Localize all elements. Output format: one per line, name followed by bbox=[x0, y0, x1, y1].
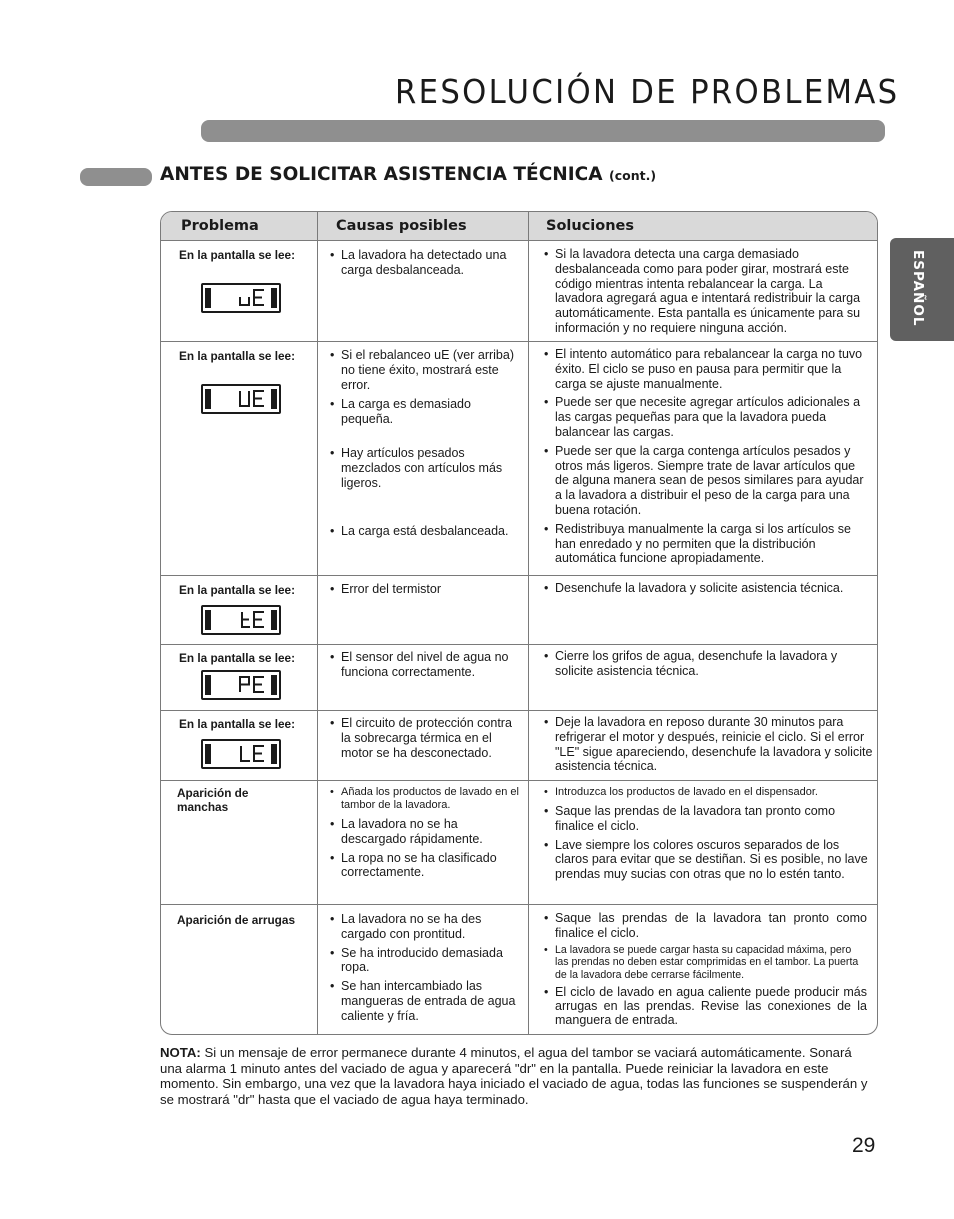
row-label: En la pantalla se lee: bbox=[179, 651, 296, 665]
cause-item: • Se han intercambiado las mangueras de entrada de agua caliente y fría. bbox=[329, 979, 521, 1023]
solution-item: • La lavadora se puede cargar hasta su capacidad máxima, pero las prendas no deben estar comprimidas en el tambor. La puerta de la lavadora debe cerrarse fácilmente. bbox=[543, 944, 867, 982]
column-divider bbox=[317, 212, 318, 1034]
row-label: En la pantalla se lee: bbox=[179, 349, 296, 363]
cause-item: • La lavadora ha detectado una carga desbalanceada. bbox=[329, 248, 521, 278]
solutions-list bbox=[543, 715, 873, 774]
row-divider bbox=[161, 710, 877, 711]
page-title: RESOLUCIÓN DE PROBLEMAS bbox=[395, 72, 900, 111]
solutions-list bbox=[543, 649, 871, 679]
solution-item: • Redistribuya manualmente la carga si los artículos se han enredado y no permiten que la distribución automática funcione apropiadamente. bbox=[543, 522, 871, 566]
note-text: Si un mensaje de error permanece durante 4 minutos, el agua del tambor se vaciará automáticamente. Sonará una alarma 1 minuto antes del vaciado de agua y aparecerá "dr" en la pantalla. Puede reiniciar la lavadora en este momento. Sin embargo, una vez que la lavadora haya iniciado el vaciado de agua, todas las funciones se suspenderán y se mostrará "dr" hasta que el vaciado de agua haya terminado. bbox=[160, 1045, 868, 1107]
cause-item: • Añada los productos de lavado en el tambor de la lavadora. bbox=[329, 786, 521, 812]
display-te-icon bbox=[201, 605, 281, 635]
cause-item: • El circuito de protección contra la sobrecarga térmica en el motor se ha desconectado. bbox=[329, 716, 519, 760]
solution-item: • Deje la lavadora en reposo durante 30 minutos para refrigerar el motor y después, reinicie el ciclo. Si el error "LE" sigue apareciendo, desenchufe la lavadora y solicite asistencia técnica. bbox=[543, 715, 873, 774]
row-label: En la pantalla se lee: bbox=[179, 248, 296, 262]
cause-item: • La lavadora no se ha des cargado con prontitud. bbox=[329, 912, 521, 942]
solution-item: • Saque las prendas de la lavadora tan pronto como finalice el ciclo. bbox=[543, 804, 871, 834]
row-label: Aparición de arrugas bbox=[177, 913, 296, 927]
cause-item: • Hay artículos pesados mezclados con artículos más ligeros. bbox=[329, 446, 521, 490]
display-code-digits bbox=[239, 675, 267, 695]
language-side-tab bbox=[890, 238, 954, 341]
header-problema: Problema bbox=[181, 218, 259, 234]
solutions-list bbox=[543, 786, 871, 882]
causes-list bbox=[329, 582, 521, 597]
cause-item: • La ropa no se ha clasificado correctamente. bbox=[329, 851, 521, 881]
solutions-list bbox=[543, 581, 871, 596]
table-header bbox=[161, 212, 877, 241]
display-code-digits bbox=[239, 389, 267, 409]
display-code-digits bbox=[239, 288, 267, 308]
solution-item: • El ciclo de lavado en agua caliente puede producir más arrugas en las prendas. Revise las conexiones de la manguera de entrada. bbox=[543, 985, 867, 1027]
solution-item: • Desenchufe la lavadora y solicite asistencia técnica. bbox=[543, 581, 871, 596]
solution-item: • Cierre los grifos de agua, desenchufe la lavadora y solicite asistencia técnica. bbox=[543, 649, 871, 679]
column-divider bbox=[528, 212, 529, 1034]
row-label: En la pantalla se lee: bbox=[179, 717, 296, 731]
section-marker bbox=[80, 168, 152, 186]
section-heading bbox=[160, 164, 656, 185]
section-heading-text: ANTES DE SOLICITAR ASISTENCIA TÉCNICA bbox=[160, 164, 603, 185]
causes-list bbox=[329, 650, 521, 680]
causes-list bbox=[329, 786, 521, 880]
note-paragraph bbox=[160, 1045, 872, 1107]
causes-list bbox=[329, 248, 521, 278]
solution-item: • Saque las prendas de la lavadora tan pronto como finalice el ciclo. bbox=[543, 911, 867, 941]
row-label: En la pantalla se lee: bbox=[179, 583, 296, 597]
solution-item: • Lave siempre los colores oscuros separados de los claros para evitar que se destiñan. Si es posible, no lave prendas muy sucias con otras que no lo estén tanto. bbox=[543, 838, 871, 882]
causes-list bbox=[329, 716, 519, 760]
row-divider bbox=[161, 644, 877, 645]
cause-item: • La carga está desbalanceada. bbox=[329, 524, 521, 539]
page-number: 29 bbox=[852, 1134, 876, 1157]
solution-item: • Introduzca los productos de lavado en el dispensador. bbox=[543, 786, 871, 799]
cause-item: • Si el rebalanceo uE (ver arriba) no tiene éxito, mostrará este error. bbox=[329, 348, 521, 392]
troubleshooting-table bbox=[160, 211, 878, 1035]
row-divider bbox=[161, 904, 877, 905]
solution-item: • Si la lavadora detecta una carga demasiado desbalanceada como para poder girar, mostrará este código mientras intenta rebalancear la carga. La lavadora agregará agua e intentará redistribuir la carga automáticamente. Esta pantalla es únicamente para su información y no requiere ninguna acción. bbox=[543, 247, 871, 336]
row-divider bbox=[161, 780, 877, 781]
causes-list bbox=[329, 912, 521, 1024]
row-divider bbox=[161, 341, 877, 342]
row-label: Aparición de manchas bbox=[177, 786, 249, 814]
cause-item: • Error del termistor bbox=[329, 582, 521, 597]
note-label: NOTA: bbox=[160, 1045, 201, 1060]
solutions-list bbox=[543, 911, 867, 1027]
solutions-list bbox=[543, 247, 871, 336]
cause-item: • El sensor del nivel de agua no funciona correctamente. bbox=[329, 650, 521, 680]
solutions-list bbox=[543, 347, 871, 566]
display-code-digits bbox=[239, 744, 267, 764]
solution-item: • Puede ser que necesite agregar artículos adicionales a las cargas pequeñas para que la lavadora pueda balancear las cargas. bbox=[543, 395, 871, 439]
display-pe-icon bbox=[201, 670, 281, 700]
title-underline-bar bbox=[201, 120, 885, 142]
cause-item: • La carga es demasiado pequeña. bbox=[329, 397, 521, 427]
row-divider bbox=[161, 575, 877, 576]
display-le-icon bbox=[201, 739, 281, 769]
header-causas: Causas posibles bbox=[336, 218, 467, 234]
cause-item: • Se ha introducido demasiada ropa. bbox=[329, 946, 521, 976]
section-heading-cont: (cont.) bbox=[608, 168, 657, 183]
display-code-digits bbox=[239, 610, 267, 630]
cause-item: • La lavadora no se ha descargado rápidamente. bbox=[329, 817, 521, 847]
solution-item: • El intento automático para rebalancear la carga no tuvo éxito. El ciclo se puso en pausa para permitir que la carga se ajuste manualmente. bbox=[543, 347, 871, 391]
language-side-tab-label: ESPAÑOL bbox=[910, 250, 926, 327]
display-ue-upper-icon bbox=[201, 384, 281, 414]
header-soluciones: Soluciones bbox=[546, 218, 635, 234]
causes-list bbox=[329, 348, 521, 539]
display-ue-icon bbox=[201, 283, 281, 313]
solution-item: • Puede ser que la carga contenga artículos pesados y otros más ligeros. Siempre trate de lavar artículos que de alguna manera sean de pesos similares para ayudar a la lavadora a distribuir el peso de la carga para una buena rotación. bbox=[543, 444, 871, 518]
